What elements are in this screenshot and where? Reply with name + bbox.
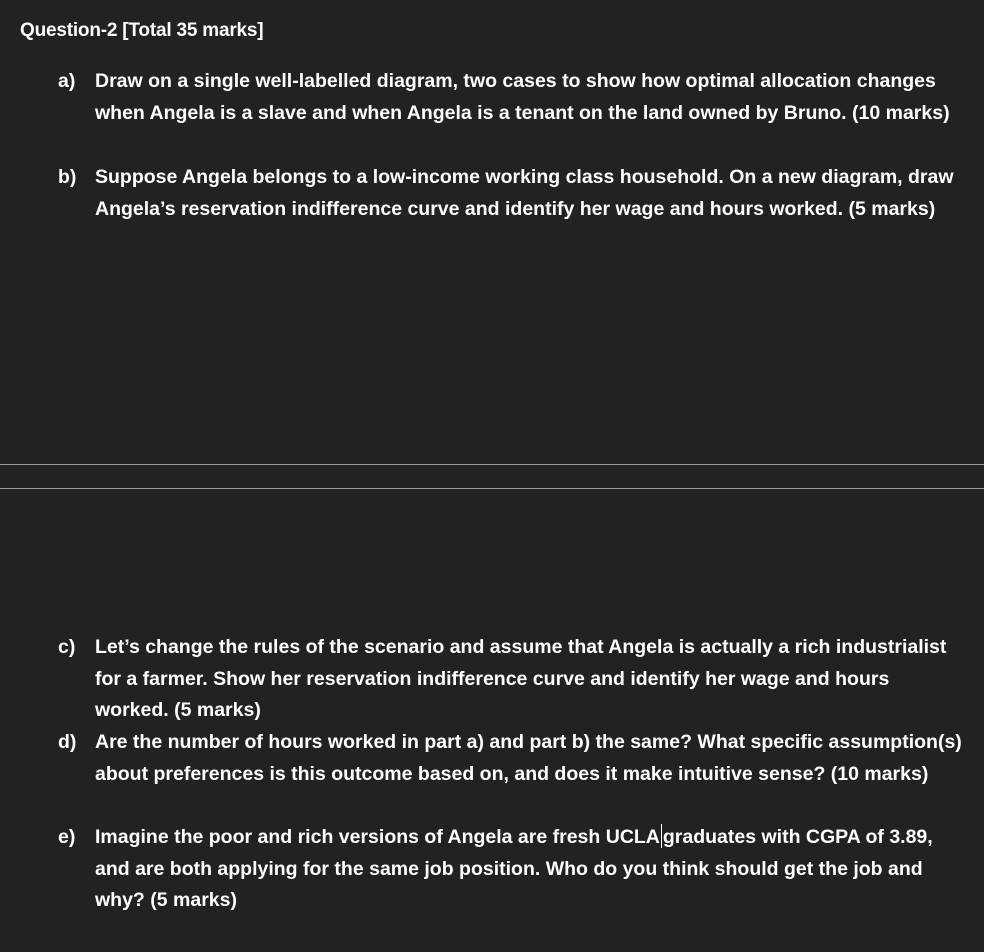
question-text-start: Imagine the poor and rich versions of Angela are fresh UCLA bbox=[95, 826, 660, 848]
question-part-a bbox=[58, 66, 963, 129]
horizontal-divider bbox=[0, 488, 984, 489]
question-label: b) bbox=[58, 166, 77, 188]
question-part-b bbox=[58, 162, 963, 225]
text-cursor bbox=[661, 824, 662, 848]
question-text-end: graduates with CGPA of 3.89, and are both applying for the same job position. Who do you think should get the job and why? (5 marks) bbox=[95, 826, 933, 911]
question-label: c) bbox=[58, 636, 76, 658]
question-text bbox=[95, 822, 963, 917]
question-label: a) bbox=[58, 70, 76, 92]
question-text: Suppose Angela belongs to a low-income working class household. On a new diagram, draw Angela’s reservation indifference curve and identify her wage and hours worked. (5 marks) bbox=[95, 166, 954, 220]
question-part-c bbox=[58, 632, 963, 727]
question-title: Question-2 [Total 35 marks] bbox=[20, 20, 264, 41]
question-label: e) bbox=[58, 826, 76, 848]
question-label: d) bbox=[58, 731, 77, 753]
question-part-e bbox=[58, 822, 963, 917]
question-text: Let’s change the rules of the scenario and assume that Angela is actually a rich industrialist for a farmer. Show her reservation indifference curve and identify her wage and hours worked. (5 marks) bbox=[95, 636, 947, 721]
question-text: Are the number of hours worked in part a) and part b) the same? What specific assumption(s) about preferences is this outcome based on, and does it make intuitive sense? (10 marks) bbox=[95, 731, 962, 785]
question-part-d bbox=[58, 727, 963, 790]
horizontal-divider bbox=[0, 464, 984, 465]
question-text: Draw on a single well-labelled diagram, two cases to show how optimal allocation changes when Angela is a slave and when Angela is a tenant on the land owned by Bruno. (10 marks) bbox=[95, 70, 950, 124]
